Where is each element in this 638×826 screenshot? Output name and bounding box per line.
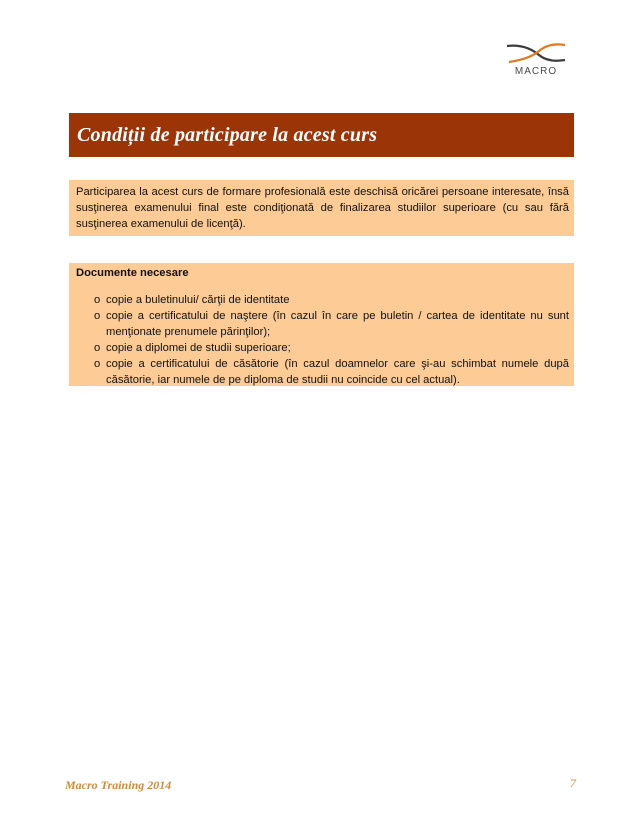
section-title-bar	[69, 113, 574, 157]
intro-box	[69, 180, 574, 236]
logo-text: MACRO	[514, 66, 558, 77]
bullet-icon: o	[94, 342, 101, 354]
list-item	[76, 340, 569, 356]
list-item	[76, 292, 569, 308]
bullet-icon: o	[94, 294, 101, 306]
macro-logo-icon	[505, 40, 567, 66]
bullet-icon: o	[94, 310, 101, 322]
list-item-text: copie a diplomei de studii superioare;	[106, 342, 291, 354]
bullet-icon: o	[94, 358, 101, 370]
documents-list	[76, 292, 569, 388]
macro-logo	[505, 40, 567, 82]
list-item-text: copie a certificatului de căsătorie (în cazul doamnelor care şi-au schimbat numele după căsătorie, iar numele de pe diploma de studii nu coincide cu cel actual).	[106, 358, 569, 386]
footer-title: Macro Training 2014	[65, 778, 172, 792]
list-item	[76, 356, 569, 388]
documents-heading: Documente necesare	[76, 267, 189, 279]
section-title: Condiții de participare la acest curs	[77, 123, 378, 146]
list-item	[76, 308, 569, 340]
page-number: 7	[570, 776, 576, 790]
documents-box	[69, 263, 574, 386]
list-item-text: copie a buletinului/ cărţii de identitate	[106, 294, 290, 306]
list-item-text: copie a certificatului de naştere (în cazul în care pe buletin / cartea de identitate nu sunt menţionate prenumele părinţilor);	[106, 310, 569, 338]
intro-text: Participarea la acest curs de formare profesională este deschisă oricărei persoane interesate, însă susţinerea examenului final este condiţionată de finalizarea studiilor superioare (cu sau fără susţinerea examenului de licenţă).	[76, 186, 569, 230]
